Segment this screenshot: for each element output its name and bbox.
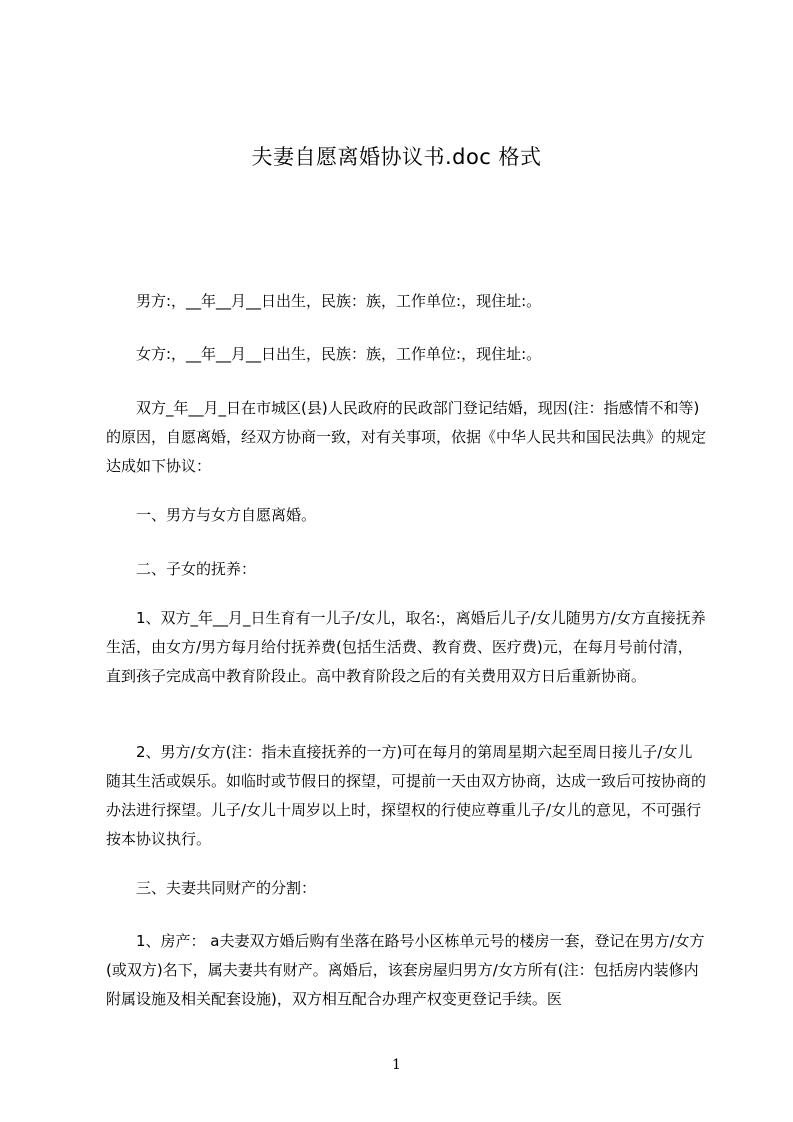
clause-three-item-1: 1、房产： a夫妻双方婚后购有坐落在路号小区栋单元号的楼房一套，登记在男方/女方(或双方)名下，属夫妻共有财产。离婚后，该套房屋归男方/女方所有(注：包括房内装修内附属设施及相关配套设施)，双方相互配合办理产权变更登记手续。医 — [106, 932, 705, 1008]
clause-two-heading: 二、子女的抚养： — [136, 560, 257, 578]
paragraph-marriage-registration: 双方_年__月_日在市城区(县)人民政府的民政部门登记结婚，现因(注：指感情不和等)的原因，自愿离婚，经双方协商一致，对有关事项，依据《中华人民共和国民法典》的规定达成如下协议： — [106, 399, 707, 475]
paragraph-male-party: 男方:，__年__月__日出生，民族：族，工作单位:，现住址:。 — [136, 292, 542, 310]
clause-two-item-1: 1、双方_年__月_日生育有一儿子/女儿，取名:，离婚后儿子/女儿随男方/女方直接抚养生活，由女方/男方每月给付抚养费(包括生活费、教育费、医疗费)元，在每月号前付清，直到孩子完成高中教育阶段止。高中教育阶段之后的有关费用双方日后重新协商。 — [106, 609, 706, 685]
clause-three-heading: 三、夫妻共同财产的分割： — [136, 879, 317, 897]
paragraph-female-party: 女方:，__年__月__日出生，民族：族，工作单位:，现住址:。 — [136, 345, 542, 363]
clause-one-divorce: 一、男方与女方自愿离婚。 — [136, 506, 317, 524]
document-title: 夫妻自愿离婚协议书.doc 格式 — [251, 145, 542, 169]
clause-two-item-2: 2、男方/女方(注：指未直接抚养的一方)可在每月的第周星期六起至周日接儿子/女儿随其生活或娱乐。如临时或节假日的探望，可提前一天由双方协商，达成一致后可按协商的办法进行探望。儿子/女儿十周岁以上时，探望权的行使应尊重儿子/女儿的意见，不可强行按本协议执行。 — [106, 743, 707, 848]
page-number: 1 — [392, 1057, 401, 1073]
